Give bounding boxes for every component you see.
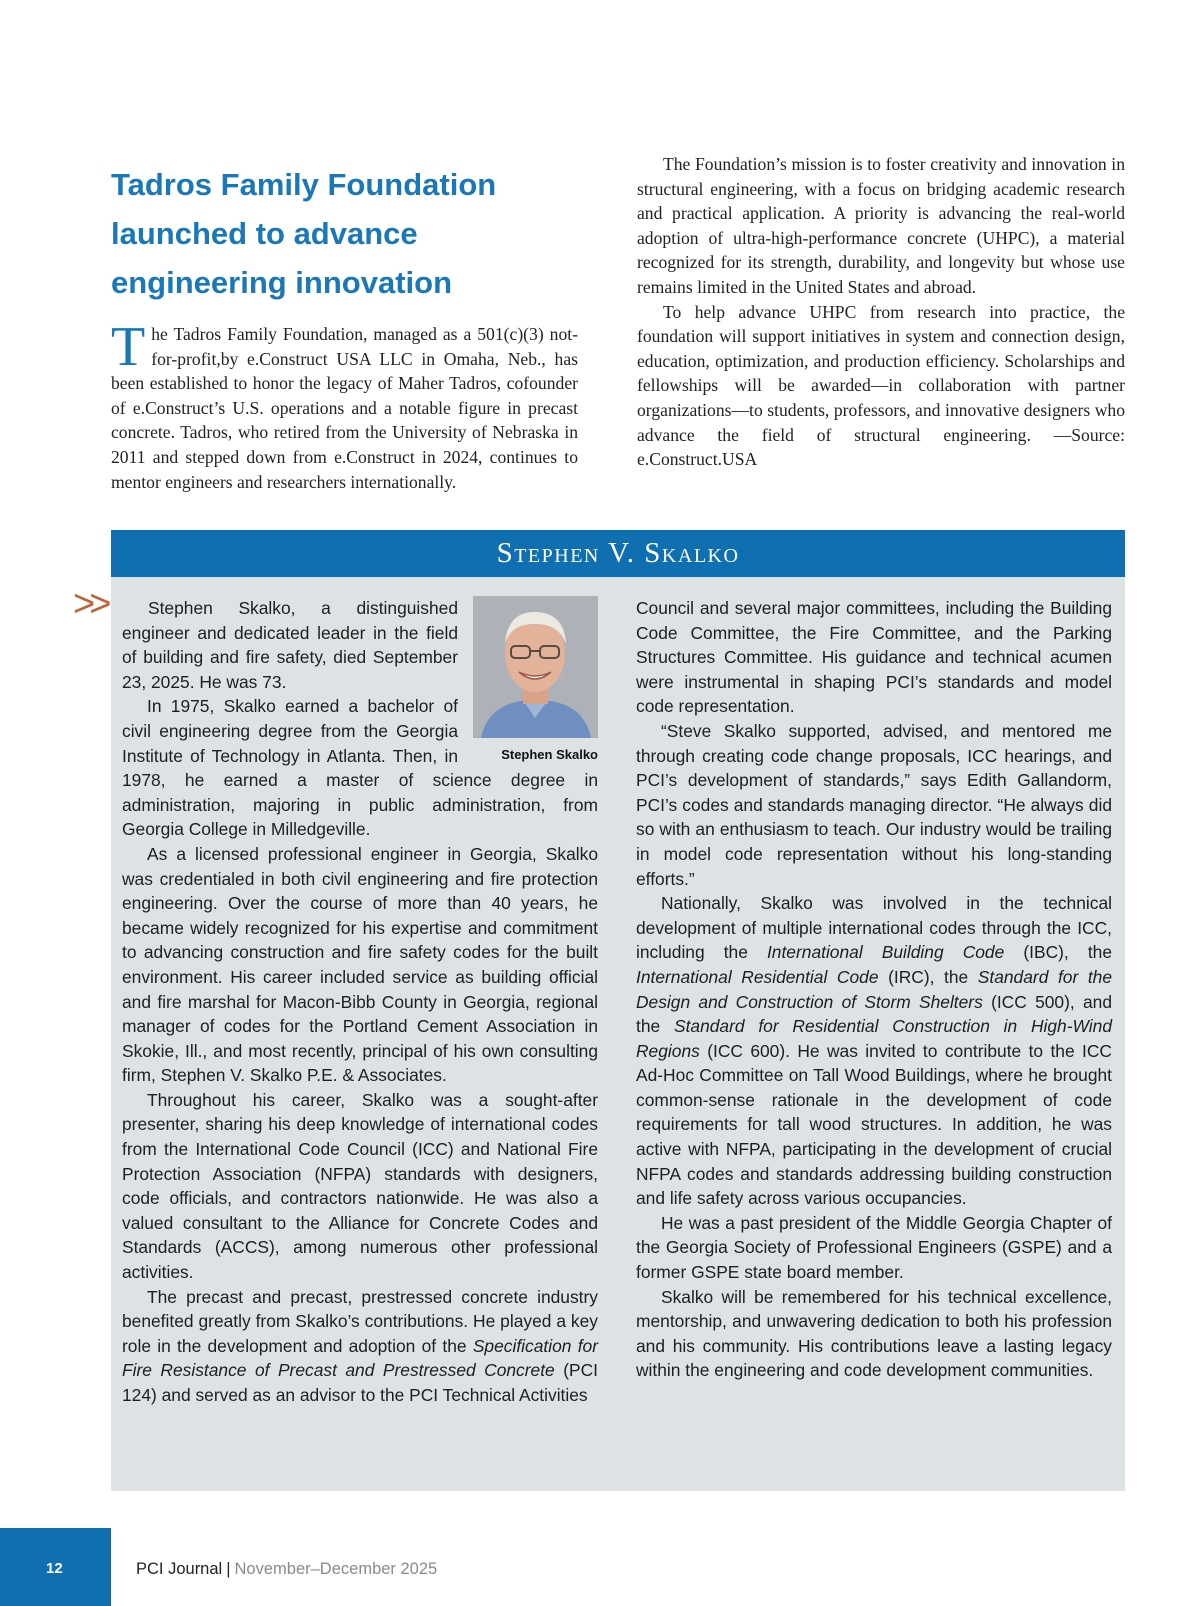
obituary-paragraph: “Steve Skalko supported, advised, and mentored me through creating code change proposals, ICC hearings, and PCI’s development of standards,” says Edith Gallandorm, PCI’s codes and standards managing director. “He always did so with an enthusiasm to teach. Our industry would be trailing in model code representation without his long-standing efforts.” bbox=[636, 720, 1112, 889]
text-run: Nationally, Skalko was involved in the technical development of multiple international codes through the ICC, including the bbox=[636, 893, 1112, 963]
issue-date: November–December 2025 bbox=[234, 1560, 438, 1578]
text-run: (IRC), the bbox=[878, 966, 978, 987]
obituary-right-column bbox=[636, 596, 1112, 1383]
foundation-paragraph: The Foundation’s mission is to foster creativity and innovation in structural engineering, with a focus on bridging academic research and practical application. A priority is advancing the real-world adoption of ultra-high-performance concrete (UHPC), a material recognized for its strength, durability, and longevity but whose use remains limited in the United States and abroad. bbox=[637, 154, 1125, 297]
photo-figure bbox=[470, 596, 598, 763]
text-run: (IBC), the bbox=[1004, 942, 1112, 963]
obituary-title: Stephen V. Skalko bbox=[111, 530, 1125, 577]
article-headline: Tadros Family Foundation launched to advance engineering innovation bbox=[111, 167, 497, 300]
obituary-paragraph: Skalko will be remembered for his technical excellence, mentorship, and unwavering dedication to both his profession and his community. His contributions leave a lasting legacy within the engineering and code development communities. bbox=[636, 1286, 1112, 1381]
page-number: 12 bbox=[46, 1560, 63, 1577]
foundation-paragraph: To help advance UHPC from research into practice, the foundation will support initiatives in system and connection design, education, optimization, and production efficiency. Scholarships and fellowships will be awarded—in collaboration with partner organizations—to students, professors, and innovative designers who advance the field of structural engineering. —Source: e.Construct.USA bbox=[637, 301, 1125, 470]
text-run: (ICC 600). He was invited to contribute to the ICC Ad-Hoc Committee on Tall Wood Buildings, where he brought common-sense rationale in the development of code requirements for tall wood structures. In addition, he was active with NFPA, participating in the development of crucial NFPA codes and standards addressing building construction and life safety across various occupancies. bbox=[636, 1040, 1112, 1209]
obituary-paragraph: Stephen Skalko, a distinguished engineer and dedicated leader in the field of building and fire safety, died September 23, 2025. He was 73. bbox=[122, 598, 458, 692]
text-run: (PCI 124) and served as an advisor to the PCI Technical Activities bbox=[122, 1360, 598, 1405]
text-run: The precast and precast, prestressed concrete industry benefited greatly from Skalko’s contributions. He played a key role in the development and adoption of the bbox=[122, 1286, 598, 1356]
obituary-paragraph bbox=[122, 1285, 598, 1408]
obituary-paragraph: Council and several major committees, including the Building Code Committee, the Fire Committee, and the Parking Structures Committee. His guidance and technical acumen were instrumental in shaping PCI’s standards and model code representation. bbox=[636, 598, 1112, 717]
drop-cap: T bbox=[111, 316, 146, 378]
obituary-paragraph: Throughout his career, Skalko was a sought-after presenter, sharing his deep knowledge of international codes from the International Code Council (ICC) and National Fire Protection Association (NFPA) standards with designers, code officials, and contractors nationwide. He was also a valued consultant to the Alliance for Concrete Codes and Standards (ACCS), among numerous other professional activities. bbox=[122, 1089, 598, 1283]
obituary-paragraph: He was a past president of the Middle Georgia Chapter of the Georgia Society of Professional Engineers (GSPE) and a former GSPE state board member. bbox=[636, 1212, 1112, 1283]
foundation-lead-paragraph bbox=[111, 316, 578, 494]
portrait-photo bbox=[473, 596, 598, 738]
foundation-lead-text: he Tadros Family Foundation, managed as a 501(c)(3) not-for-profit,by e.Construct USA LLC in Omaha, Neb., has been established to honor the legacy of Maher Tadros, cofounder of e.Construct’s U.S. operations and a notable figure in precast concrete. Tadros, who retired from the University of Nebraska in 2011 and stepped down from e.Construct in 2024, continues to mentor engineers and researchers internationally. bbox=[111, 324, 578, 492]
photo-caption: Stephen Skalko bbox=[501, 747, 598, 762]
text-run: (ICC 500), and the bbox=[636, 991, 1112, 1037]
publication-title: International Residential Code bbox=[636, 966, 879, 987]
obituary-paragraph: In 1975, Skalko earned a bachelor of civil engineering degree from the Georgia Institute of Technology in Atlanta. Then, in 1978, he earned a master of science degree in administration, majoring in public administration, from Georgia College in Milledgeville. bbox=[122, 696, 598, 840]
footer-separator: | bbox=[226, 1560, 231, 1578]
portrait-illustration bbox=[473, 596, 598, 738]
obituary-left-column bbox=[122, 596, 598, 1408]
foundation-right-column bbox=[637, 152, 1125, 472]
publication-title: International Building Code bbox=[766, 942, 1005, 963]
chevron-marker-icon: >> bbox=[73, 583, 106, 625]
obituary-paragraph: As a licensed professional engineer in Georgia, Skalko was credentialed in both civil engineering and fire protection engineering. Over the course of more than 40 years, he became widely recognized for his expertise and commitment to advancing construction and fire safety codes for the built environment. His career included service as building official and fire marshal for Macon-Bibb County in Georgia, regional manager of codes for the Portland Cement Association in Skokie, Ill., and most recently, principal of his own consulting firm, Stephen V. Skalko P.E. & Associates. bbox=[122, 843, 598, 1086]
running-footer bbox=[136, 1559, 437, 1579]
obituary-paragraph bbox=[636, 891, 1112, 1211]
publication-title: Specification for Fire Resistance of Precast and Prestressed Concrete bbox=[122, 1335, 598, 1381]
journal-name: PCI Journal bbox=[136, 1560, 223, 1578]
publication-title: Standard for Residential Construction in High-Wind Regions bbox=[636, 1016, 1112, 1061]
publication-title: Standard for the Design and Construction of Storm Shelters bbox=[636, 966, 1112, 1012]
